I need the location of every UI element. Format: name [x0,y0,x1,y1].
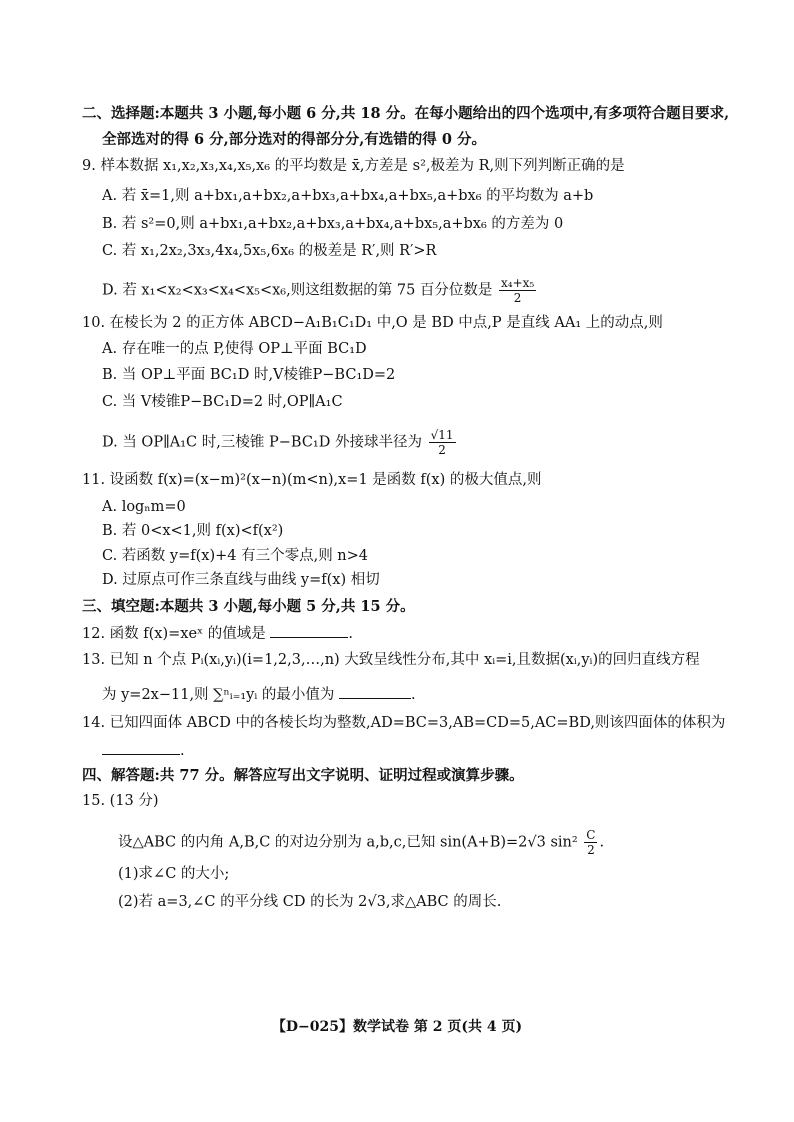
q15-stem [118,828,604,857]
q15-stem-end: . [599,834,605,851]
section4-heading: 四、解答题:共 77 分。解答应写出文字说明、证明过程或演算步骤。 [82,767,524,784]
fraction-numerator: x₄+x₅ [501,276,535,290]
q10-option-a: A. 存在唯一的点 P,使得 OP⊥平面 BC₁D [102,341,367,357]
q10-option-d-text: D. 当 OP∥A₁C 时,三棱锥 P−BC₁D 外接球半径为 [102,434,422,451]
q14-end: . [180,743,185,759]
q15-part2: (2)若 a=3,∠C 的平分线 CD 的长为 2√3,求△ABC 的周长. [118,894,502,910]
q14-line1: 14. 已知四面体 ABCD 中的各棱长均为整数,AD=BC=3,AB=CD=5,AC=BD,则该四面体的体积为 [82,715,726,731]
q11-option-c: C. 若函数 y=f(x)+4 有三个零点,则 n>4 [102,548,369,564]
q15-stem-text: 设△ABC 的内角 A,B,C 的对边分别为 a,b,c,已知 sin(A+B)=2√3 sin² [118,834,578,851]
q10-stem: 10. 在棱长为 2 的正方体 ABCD−A₁B₁C₁D₁ 中,O 是 BD 中点,P 是直线 AA₁ 上的动点,则 [82,315,663,331]
q9-option-d-text: D. 若 x₁<x₂<x₃<x₄<x₅<x₆,则这组数据的第 75 百分位数是 [102,282,493,299]
q13-answer-blank [339,684,411,699]
fraction-denominator: 2 [587,843,595,857]
section2-heading-line1: 二、选择题:本题共 3 小题,每小题 6 分,共 18 分。在每小题给出的四个选项中,有多项符合题目要求, [82,105,730,122]
q12-text: 12. 函数 f(x)=xeˣ 的值域是 [82,626,266,642]
q12-end: . [348,626,354,642]
q11-option-a: A. logₙm=0 [102,499,186,515]
q12-answer-blank [270,623,348,638]
q12 [82,623,353,644]
q11-option-b: B. 若 0<x<1,则 f(x)<f(x²) [102,523,284,539]
fraction-denominator: 2 [513,291,522,305]
q9-option-b: B. 若 s²=0,则 a+bx₁,a+bx₂,a+bx₃,a+bx₄,a+bx₅,a+bx₆ 的方差为 0 [102,216,564,232]
section2-heading-line2: 全部选对的得 6 分,部分选对的得部分分,有选错的得 0 分。 [102,131,486,148]
q15-stem-fraction [584,828,597,857]
q14-line2 [102,740,185,761]
fraction-numerator: √11 [430,428,454,442]
q11-option-d: D. 过原点可作三条直线与曲线 y=f(x) 相切 [102,572,380,588]
q10-option-d [102,428,458,457]
q13-line1: 13. 已知 n 个点 Pᵢ(xᵢ,yᵢ)(i=1,2,3,…,n) 大致呈线性分布,其中 xᵢ=i,且数据(xᵢ,yᵢ)的回归直线方程 [82,652,700,668]
q10-option-d-fraction [429,428,456,457]
q9-option-d [102,276,538,305]
q15-part1: (1)求∠C 的大小; [118,866,230,882]
q13-end: . [411,687,416,703]
section3-heading: 三、填空题:本题共 3 小题,每小题 5 分,共 15 分。 [82,598,415,615]
q10-option-c: C. 当 V棱锥P−BC₁D=2 时,OP∥A₁C [102,394,343,410]
q13-line2 [102,684,416,705]
q10-option-b: B. 当 OP⊥平面 BC₁D 时,V棱锥P−BC₁D=2 [102,367,396,383]
q13-line2-text: 为 y=2x−11,则 ∑ⁿᵢ₌₁yᵢ 的最小值为 [102,687,335,703]
page-footer: 【D−025】数学试卷 第 2 页(共 4 页) [271,1019,523,1035]
q14-answer-blank [102,740,180,755]
q9-option-c: C. 若 x₁,2x₂,3x₃,4x₄,5x₅,6x₆ 的极差是 R′,则 R′>R [102,243,437,259]
q9-option-d-fraction [499,276,536,305]
q11-stem: 11. 设函数 f(x)=(x−m)²(x−n)(m<n),x=1 是函数 f(x) 的极大值点,则 [82,472,542,488]
q9-stem: 9. 样本数据 x₁,x₂,x₃,x₄,x₅,x₆ 的平均数是 x̄,方差是 s²,极差为 R,则下列判断正确的是 [82,158,625,174]
q15-title: 15. (13 分) [82,793,159,809]
q9-option-a: A. 若 x̄=1,则 a+bx₁,a+bx₂,a+bx₃,a+bx₄,a+bx₅,a+bx₆ 的平均数为 a+b [102,188,594,204]
fraction-denominator: 2 [438,443,446,457]
fraction-numerator: C [586,828,596,842]
